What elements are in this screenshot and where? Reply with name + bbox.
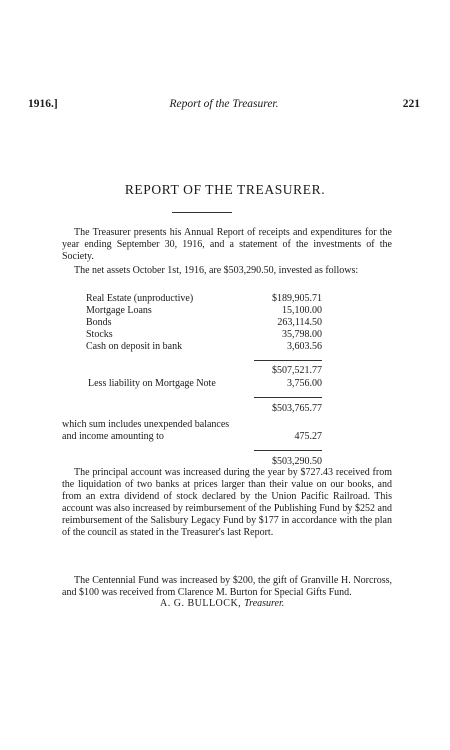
total-amount: $503,290.50 <box>272 456 322 467</box>
sum-rule <box>254 397 322 398</box>
report-title: REPORT OF THE TREASURER. <box>124 182 326 197</box>
ledger-row <box>62 317 322 329</box>
subtotal-row <box>62 365 322 377</box>
ledger-amount: 263,114.50 <box>277 317 322 328</box>
ledger-row <box>62 305 322 317</box>
net-assets-paragraph: The net assets October 1st, 1916, are $503,290.50, invested as follows: <box>74 265 359 276</box>
net-amount: $503,765.77 <box>272 403 322 414</box>
principal-paragraph: The principal account was increased during the year by $727.43 received from the liquidation of two banks at prices larger than their value on our books, and from an extra dividend of stock declared by the Union Pacific Railroad. This account was also increased by reimbursement of the Publishing Fund by $252 and reimbursement of the Salisbury Legacy Fund by $177 in accordance with the plan of the council as stated in the Treasurer's last Report. <box>62 467 392 538</box>
balances-label: and income amounting to <box>62 431 164 442</box>
ledger-label: Cash on deposit in bank <box>86 341 183 352</box>
ledger-row <box>62 293 322 305</box>
ledger-amount: 3,603.56 <box>287 341 322 352</box>
balances-label: which sum includes unexpended balances <box>62 419 230 430</box>
header-year: 1916.] <box>28 98 58 110</box>
subtotal-amount: $507,521.77 <box>272 365 322 376</box>
signature-name: A. G. BULLOCK, <box>160 598 242 609</box>
ledger-row <box>62 329 322 341</box>
liability-amount: 3,756.00 <box>287 378 322 389</box>
ledger-label: Bonds <box>86 317 112 328</box>
ledger-label: Stocks <box>86 329 113 340</box>
balances-amount: 475.27 <box>294 431 322 442</box>
liability-label: Less liability on Mortgage Note <box>88 378 216 389</box>
ledger-amount: $189,905.71 <box>272 293 322 304</box>
centennial-paragraph: The Centennial Fund was increased by $200, the gift of Granville H. Norcross, and $100 was received from Clarence M. Burton for Special Gifts Fund. <box>62 575 392 598</box>
title-rule <box>172 212 232 213</box>
header-running-title: Report of the Treasurer. <box>169 98 279 110</box>
running-header <box>28 98 420 112</box>
ledger-amount: 35,798.00 <box>282 329 322 340</box>
sum-rule <box>254 360 322 361</box>
ledger-amount: 15,100.00 <box>282 305 322 316</box>
balances-row <box>62 419 322 431</box>
net-row <box>62 403 322 415</box>
ledger-label: Real Estate (unproductive) <box>86 293 194 304</box>
sum-rule <box>254 450 322 451</box>
page-number: 221 <box>402 98 420 110</box>
liability-row <box>62 378 322 390</box>
intro-paragraph: The Treasurer presents his Annual Report of receipts and expenditures for the year ending September 30, 1916, and a statement of the investments of the Society. <box>62 227 392 262</box>
balances-row <box>62 431 322 443</box>
ledger-label: Mortgage Loans <box>86 305 152 316</box>
signature-title: Treasurer. <box>244 598 285 609</box>
ledger-row <box>62 341 322 353</box>
